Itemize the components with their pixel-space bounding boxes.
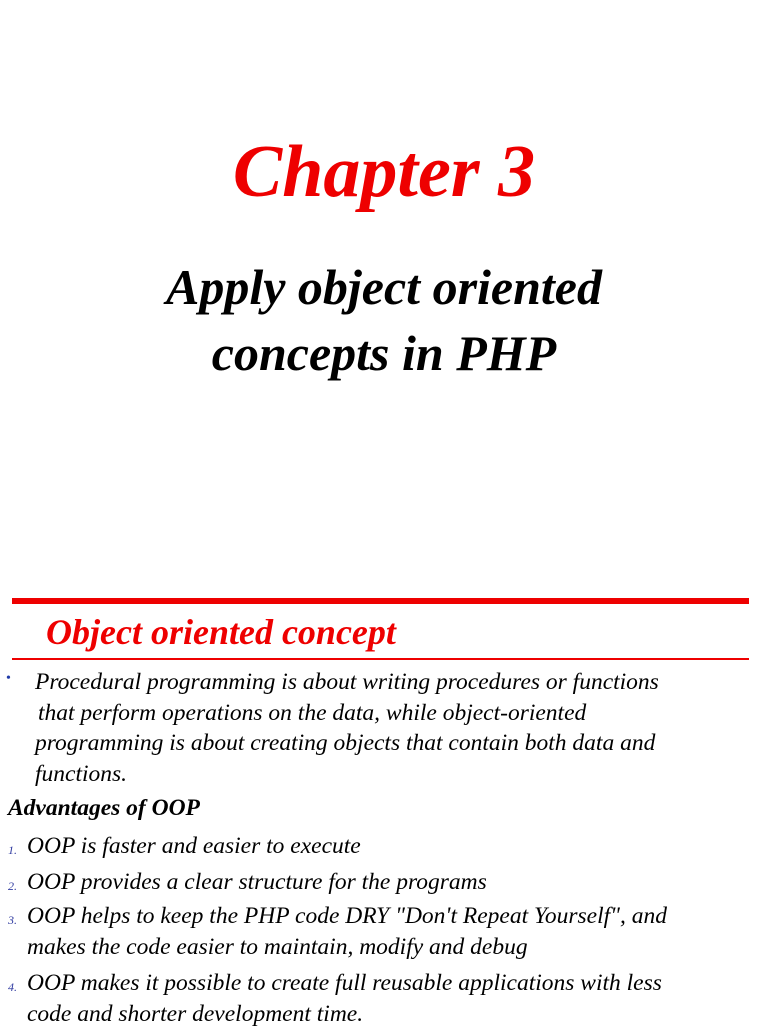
item-number: 2.	[8, 879, 17, 893]
item-text	[27, 901, 667, 963]
item-number: 1.	[8, 843, 17, 857]
item-line: makes the code easier to maintain, modify and debug	[27, 934, 528, 960]
item-text: OOP is faster and easier to execute	[27, 833, 361, 859]
item-line: OOP helps to keep the PHP code DRY "Don't Repeat Yourself", and	[27, 903, 668, 929]
paragraph-line: functions.	[35, 760, 128, 787]
paragraph-line: programming is about creating objects that contain both data and	[35, 730, 656, 756]
item-line: OOP makes it possible to create full reusable applications with less	[27, 970, 662, 996]
chapter-subtitle	[0, 254, 768, 386]
chapter-title: Chapter 3	[232, 131, 536, 213]
subtitle-line: concepts in PHP	[211, 325, 557, 381]
top-red-bar	[12, 598, 749, 604]
item-line: code and shorter development time.	[27, 1001, 364, 1027]
section-heading: Object oriented concept	[46, 612, 396, 652]
item-text: OOP provides a clear structure for the programs	[27, 869, 487, 895]
heading-underline	[12, 658, 749, 660]
paragraph-line: Procedural programming is about writing procedures or functions	[35, 669, 659, 695]
bullet-icon: •	[6, 671, 11, 686]
intro-paragraph	[35, 667, 765, 789]
item-number: 4.	[8, 980, 17, 994]
item-text	[27, 968, 662, 1030]
item-number: 3.	[8, 913, 17, 927]
subtitle-line: Apply object oriented	[165, 259, 603, 315]
paragraph-line: that perform operations on the data, while object-oriented	[38, 699, 587, 726]
advantages-heading: Advantages of OOP	[8, 795, 200, 821]
